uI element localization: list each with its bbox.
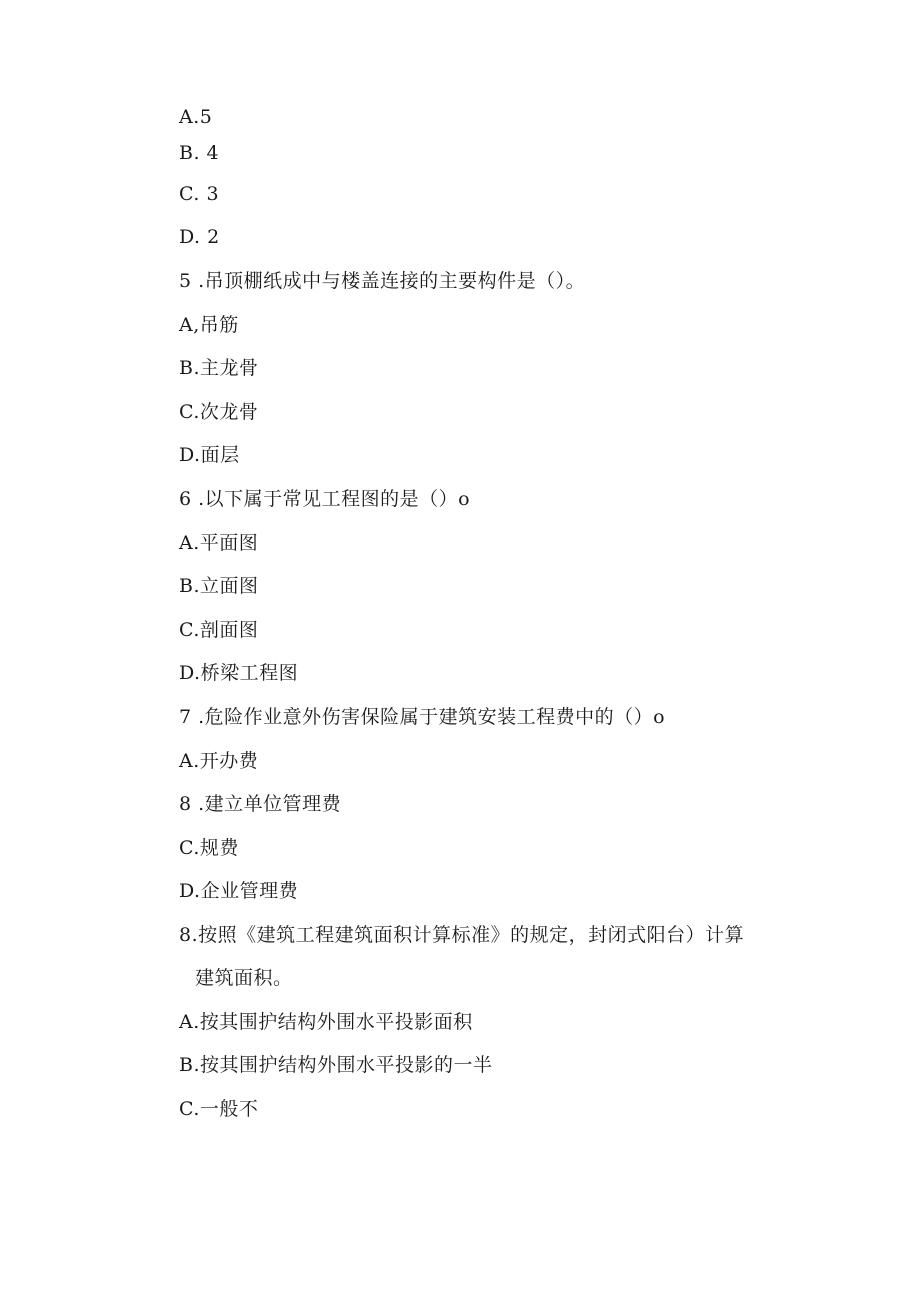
option-line: C.次龙骨 [179,401,259,423]
question-line: 5 .吊顶棚纸成中与楼盖连接的主要构件是（）。 [179,270,586,292]
option-line: A.平面图 [179,532,259,554]
option-line: C. 3 [179,183,220,205]
option-line: D.企业管理费 [179,880,299,902]
option-line: D.桥梁工程图 [179,662,299,684]
question-line: 6 .以下属于常见工程图的是（）o [179,488,471,510]
option-line: B.立面图 [179,575,259,597]
option-line: C.一般不 [179,1098,259,1120]
question-line: 8.按照《建筑工程建筑面积计算标准》的规定，封闭式阳台）计算 [179,924,745,946]
option-line: A.开办费 [179,750,259,772]
option-line: A.5 [179,106,213,128]
option-line: B. 4 [179,142,220,164]
option-line: D. 2 [179,226,220,248]
option-line: 8 .建立单位管理费 [179,793,342,815]
question-line: 7 .危险作业意外伤害保险属于建筑安装工程费中的（）o [179,706,666,728]
option-line: A,吊筋 [179,314,239,336]
option-line: A.按其围护结构外围水平投影面积 [179,1011,473,1033]
option-line: B.按其围护结构外围水平投影的一半 [179,1054,493,1076]
question-continuation: 建筑面积。 [195,967,293,989]
option-line: C.规费 [179,837,239,859]
option-line: D.面层 [179,444,240,466]
option-line: B.主龙骨 [179,357,259,379]
option-line: C.剖面图 [179,619,259,641]
